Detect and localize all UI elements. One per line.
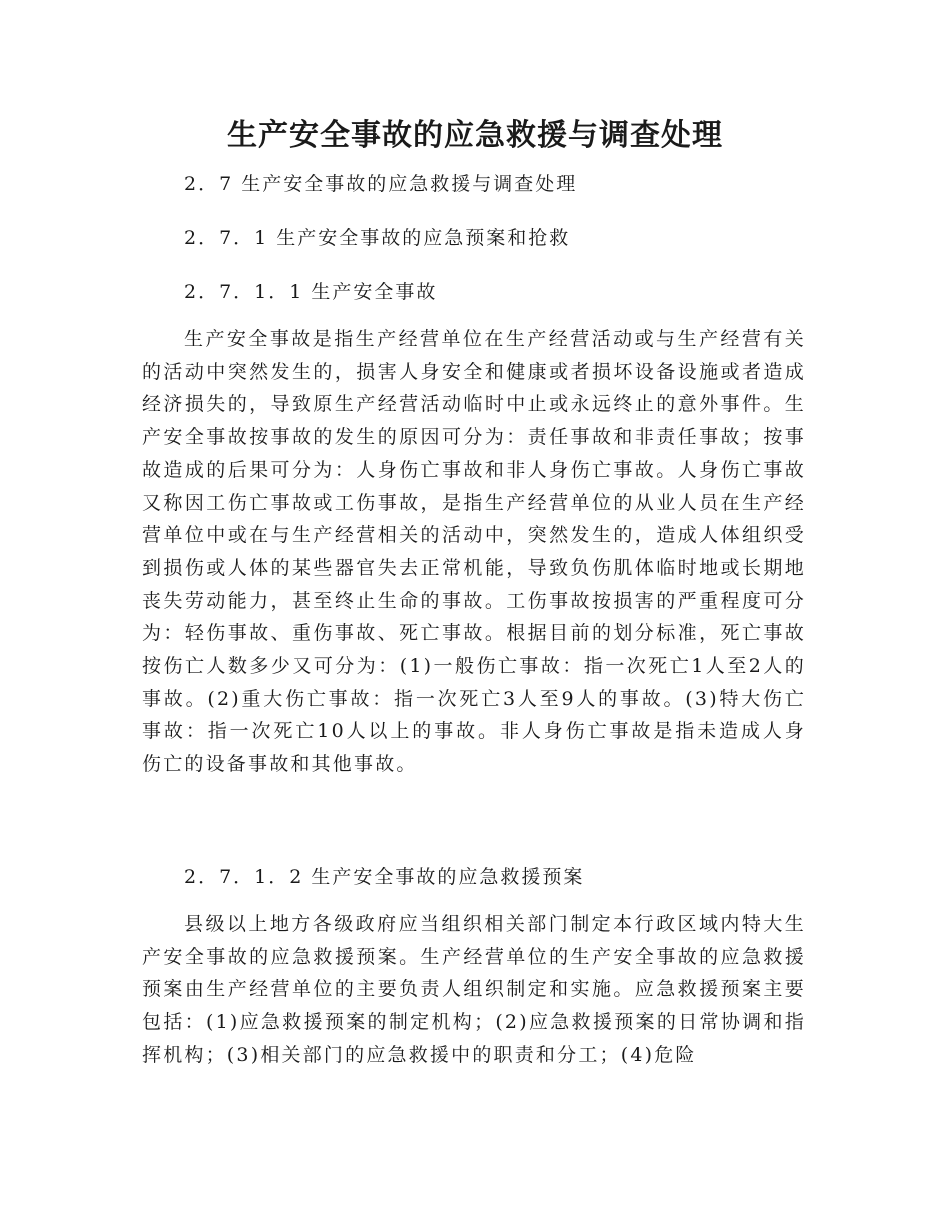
paragraph-accident-definition: 生产安全事故是指生产经营单位在生产经营活动或与生产经营有关的活动中突然发生的，损害人身安全和健康或者损坏设备设施或者造成经济损失的，导致原生产经营活动临时中止或永远终止的意外事件。生产安全事故按事故的发生的原因可分为：责任事故和非责任事故；按事故造成的后果可分为：人身伤亡事故和非人身伤亡事故。人身伤亡事故又称因工伤亡事故或工伤事故，是指生产经营单位的从业人员在生产经营单位中或在与生产经营相关的活动中，突然发生的，造成人体组织受到损伤或人体的某些器官失去正常机能，导致负伤肌体临时地或长期地丧失劳动能力，甚至终止生命的事故。工伤事故按损害的严重程度可分为：轻伤事故、重伤事故、死亡事故。根据目前的划分标准，死亡事故按伤亡人数多少又可分为：(1)一般伤亡事故：指一次死亡1人至2人的事故。(2)重大伤亡事故：指一次死亡3人至9人的事故。(3)特大伤亡事故：指一次死亡10人以上的事故。非人身伤亡事故是指未造成人身伤亡的设备事故和其他事故。: [142, 328, 806, 776]
section-heading-2-7-1-1: 2．7．1．1 生产安全事故: [184, 281, 438, 303]
section-heading-2-7: 2．7 生产安全事故的应急救援与调查处理: [184, 173, 578, 195]
document-title: 生产安全事故的应急救援与调查处理: [227, 118, 723, 153]
paragraph-emergency-plan: 县级以上地方各级政府应当组织相关部门制定本行政区域内特大生产安全事故的应急救援预案。生产经营单位的生产安全事故的应急救援预案由生产经营单位的主要负责人组织制定和实施。应急救援预案主要包括：(1)应急救援预案的制定机构；(2)应急救援预案的日常协调和指挥机构；(3)相关部门的应急救援中的职责和分工；(4)危险: [142, 913, 806, 1066]
section-heading-2-7-1: 2．7．1 生产安全事故的应急预案和抢救: [184, 227, 571, 249]
section-heading-2-7-1-2: 2．7．1．2 生产安全事故的应急救援预案: [184, 866, 585, 888]
